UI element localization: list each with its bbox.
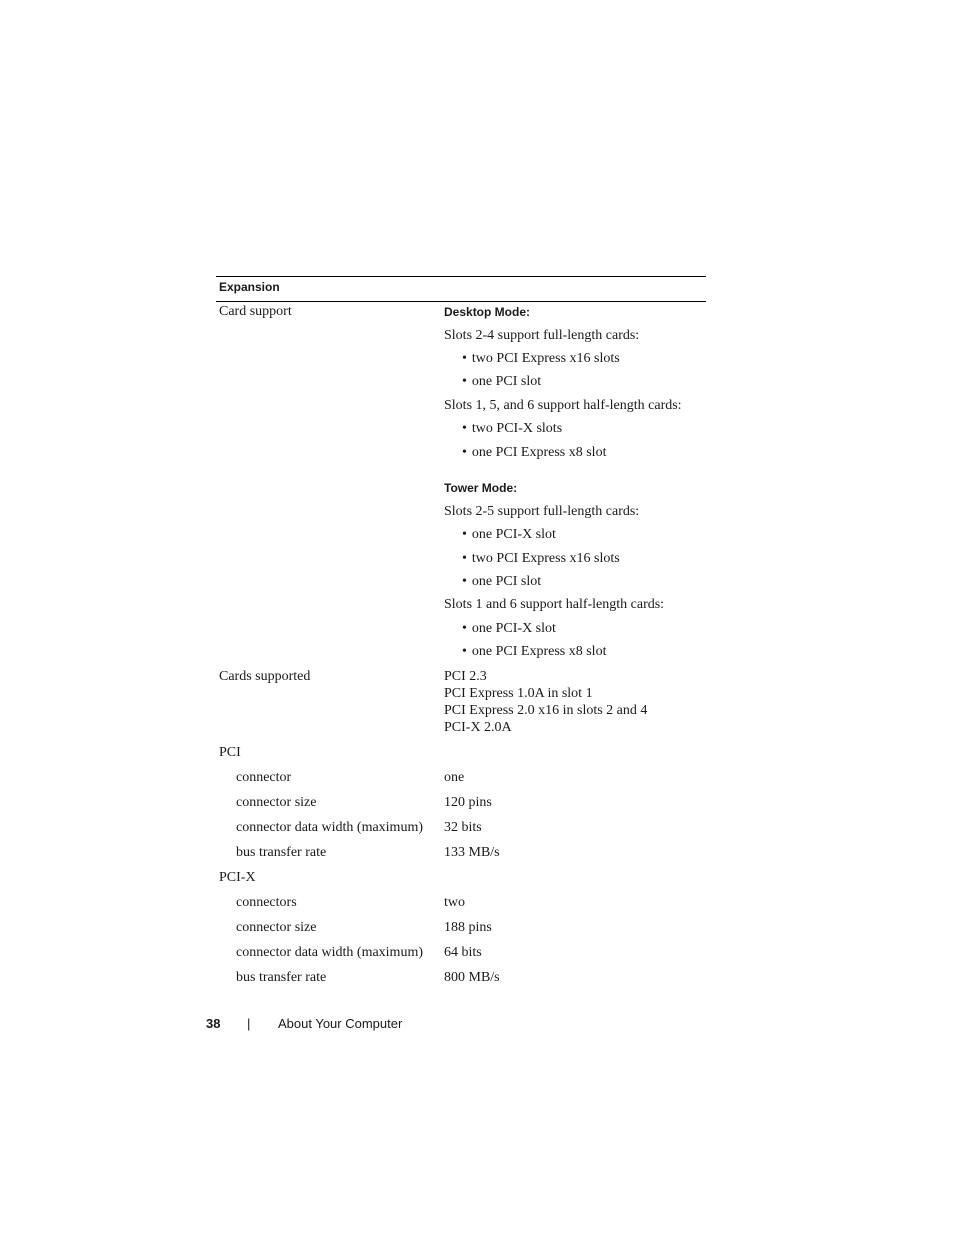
footer-section-title: About Your Computer [278,1016,403,1031]
table-row-label: connector [236,770,292,785]
table-row-value: 64 bits [444,945,482,960]
cards-supported-label: Cards supported [219,669,311,684]
pci-label: PCI [219,745,241,760]
table-row-label: connector data width (maximum) [236,820,423,835]
list-item: PCI-X 2.0A [444,720,512,735]
list-item: • two PCI Express x16 slots [462,550,620,567]
table-row-value: one [444,770,465,785]
page-number: 38 [206,1016,221,1031]
header-rule [216,301,706,302]
table-row-value: 188 pins [444,920,492,935]
table-row-label: connector size [236,920,317,935]
list-item: • two PCI Express x16 slots [462,350,620,367]
list-item: • two PCI-X slots [462,420,562,437]
table-row-label: connector size [236,795,317,810]
tower-half-text: Slots 1 and 6 support half-length cards: [444,597,665,612]
desktop-full-text: Slots 2-4 support full-length cards: [444,328,640,343]
list-item: • one PCI-X slot [462,526,556,543]
table-row-value: 32 bits [444,820,482,835]
card-support-label: Card support [219,304,292,319]
list-item: • one PCI-X slot [462,620,556,637]
table-row-label: connectors [236,895,297,910]
table-row-value: 133 MB/s [444,845,500,860]
table-row-value: 800 MB/s [444,970,500,985]
section-header: Expansion [219,280,280,294]
table-row-label: bus transfer rate [236,845,327,860]
footer-separator: | [247,1016,251,1031]
list-item: • one PCI Express x8 slot [462,444,606,461]
table-row-value: two [444,895,465,910]
list-item: • one PCI slot [462,573,541,590]
list-item: • one PCI Express x8 slot [462,643,606,660]
table-row-value: 120 pins [444,795,492,810]
top-rule [216,276,706,277]
table-row-label: connector data width (maximum) [236,945,423,960]
desktop-half-text: Slots 1, 5, and 6 support half-length cards: [444,398,682,413]
list-item: • one PCI slot [462,373,541,390]
tower-mode-title: Tower Mode: [444,481,518,495]
tower-full-text: Slots 2-5 support full-length cards: [444,504,640,519]
pcix-label: PCI-X [219,870,256,885]
desktop-mode-title: Desktop Mode: [444,305,531,319]
list-item: PCI Express 2.0 x16 in slots 2 and 4 [444,703,648,718]
list-item: PCI Express 1.0A in slot 1 [444,686,593,701]
table-row-label: bus transfer rate [236,970,327,985]
list-item: PCI 2.3 [444,669,487,684]
